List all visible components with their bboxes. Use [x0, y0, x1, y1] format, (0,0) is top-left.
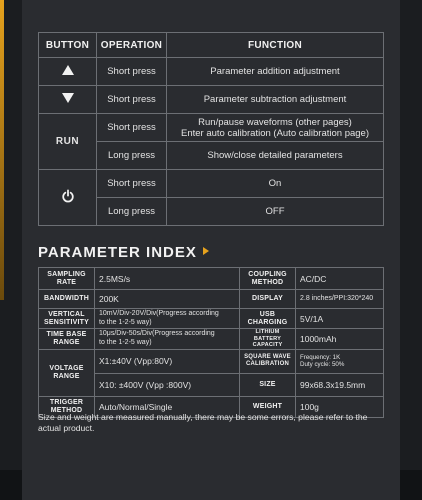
param-label-usb-charging [240, 309, 296, 329]
function-line: Enter auto calibration (Auto calibration page) [180, 127, 369, 139]
operation-table [38, 32, 384, 226]
param-value-usb-charging: 5V/1A [296, 309, 384, 329]
param-value-bandwidth: 200K [95, 290, 240, 309]
param-label-time-base-range [39, 329, 95, 350]
corner-notch-right [400, 470, 422, 500]
parameter-index-heading [38, 244, 209, 261]
param-value-square-wave [296, 349, 384, 373]
param-label-lithium-battery [240, 329, 296, 350]
label-line: TRIGGER [49, 398, 84, 406]
power-icon [61, 189, 75, 203]
footnote: Size and weight are measured manually, there may be some errors, please refer to the actual product. [38, 412, 368, 433]
table-row [39, 329, 384, 350]
label-line: SAMPLING [47, 270, 86, 278]
param-label-weight: WEIGHT [240, 396, 296, 417]
label-line: COUPLING [248, 270, 287, 278]
operation-cell: Short press [97, 170, 167, 198]
param-value-size: 99x68.3x19.5mm [296, 373, 384, 396]
param-value-voltage-x10: X10: ±400V (Vpp :800V) [95, 373, 240, 396]
value-line: 10μs/Div-50s/Div(Progress according [99, 330, 215, 338]
label-line: CALIBRATION [245, 361, 290, 367]
param-label-square-wave [240, 349, 296, 373]
label-line: CAPACITY [252, 342, 283, 348]
function-cell [167, 114, 384, 142]
param-value-vertical-sensitivity [95, 309, 240, 329]
param-value-lithium-battery: 1000mAh [296, 329, 384, 350]
function-cell: Show/close detailed parameters [167, 142, 384, 170]
label-line: METHOD [50, 406, 83, 414]
label-line: SENSITIVITY [44, 318, 89, 326]
param-value-voltage-x1: X1:±40V (Vpp:80V) [95, 349, 240, 373]
param-value-display: 2.8 inches/PPI:320*240 [296, 290, 384, 309]
operation-cell: Short press [97, 58, 167, 86]
param-value-sampling-rate: 2.5MS/s [95, 268, 240, 290]
function-cell: Parameter addition adjustment [167, 58, 384, 86]
param-label-vertical-sensitivity [39, 309, 95, 329]
param-label-size: SIZE [240, 373, 296, 396]
operation-cell: Long press [97, 198, 167, 226]
button-cell-down [39, 86, 97, 114]
button-cell-run: RUN [39, 114, 97, 170]
param-value-weight: 100g [296, 396, 384, 417]
button-cell-up [39, 58, 97, 86]
accent-stripe [0, 0, 4, 300]
header-operation: OPERATION [97, 33, 167, 58]
value-line: to the 1-2-5 way) [99, 318, 152, 326]
table-row [39, 349, 384, 373]
operation-cell: Short press [97, 86, 167, 114]
param-value-coupling-method: AC/DC [296, 268, 384, 290]
label-line: USB [259, 310, 276, 318]
table-row [39, 58, 384, 86]
param-label-voltage-range [39, 349, 95, 396]
param-label-bandwidth: BANDWIDTH [39, 290, 95, 309]
value-line: to the 1-2-5 way) [99, 338, 152, 346]
parameter-index-title: PARAMETER INDEX [38, 244, 197, 261]
table-row [39, 268, 384, 290]
function-cell: On [167, 170, 384, 198]
label-line: CHARGING [247, 318, 288, 326]
function-line: Run/pause waveforms (other pages) [198, 116, 352, 128]
down-triangle-icon [62, 93, 74, 103]
up-triangle-icon [62, 65, 74, 75]
table-row [39, 86, 384, 114]
param-label-coupling-method [240, 268, 296, 290]
value-line: 10mV/Div-20V/Div(Progress according [99, 310, 219, 317]
param-value-trigger-method: Auto/Normal/Single [95, 396, 240, 417]
table-row [39, 114, 384, 142]
label-line: VERTICAL [48, 310, 85, 318]
header-button: BUTTON [39, 33, 97, 58]
arrow-right-icon [203, 247, 209, 255]
operation-cell: Short press [97, 114, 167, 142]
param-value-time-base-range [95, 329, 240, 350]
function-cell: Parameter subtraction adjustment [167, 86, 384, 114]
label-line: RANGE [53, 372, 80, 380]
label-line: LITHIUM BATTERY [253, 329, 282, 342]
param-label-display: DISPLAY [240, 290, 296, 309]
value-line: Duty cycle: 50% [300, 361, 345, 368]
label-line: TIME BASE [46, 330, 87, 338]
table-row [39, 170, 384, 198]
label-line: METHOD [251, 278, 284, 286]
label-line: SQUARE WAVE [244, 354, 291, 360]
param-label-sampling-rate [39, 268, 95, 290]
operation-cell: Long press [97, 142, 167, 170]
label-line: RATE [56, 278, 77, 286]
header-function: FUNCTION [167, 33, 384, 58]
corner-notch-left [0, 470, 22, 500]
value-line: Frequency: 1K [300, 353, 341, 361]
button-cell-power [39, 170, 97, 226]
table-row [39, 290, 384, 309]
label-line: VOLTAGE [49, 364, 84, 372]
parameter-table [38, 267, 384, 418]
function-cell: OFF [167, 198, 384, 226]
operation-table-header [39, 33, 384, 58]
table-row [39, 309, 384, 329]
label-line: RANGE [53, 338, 80, 346]
